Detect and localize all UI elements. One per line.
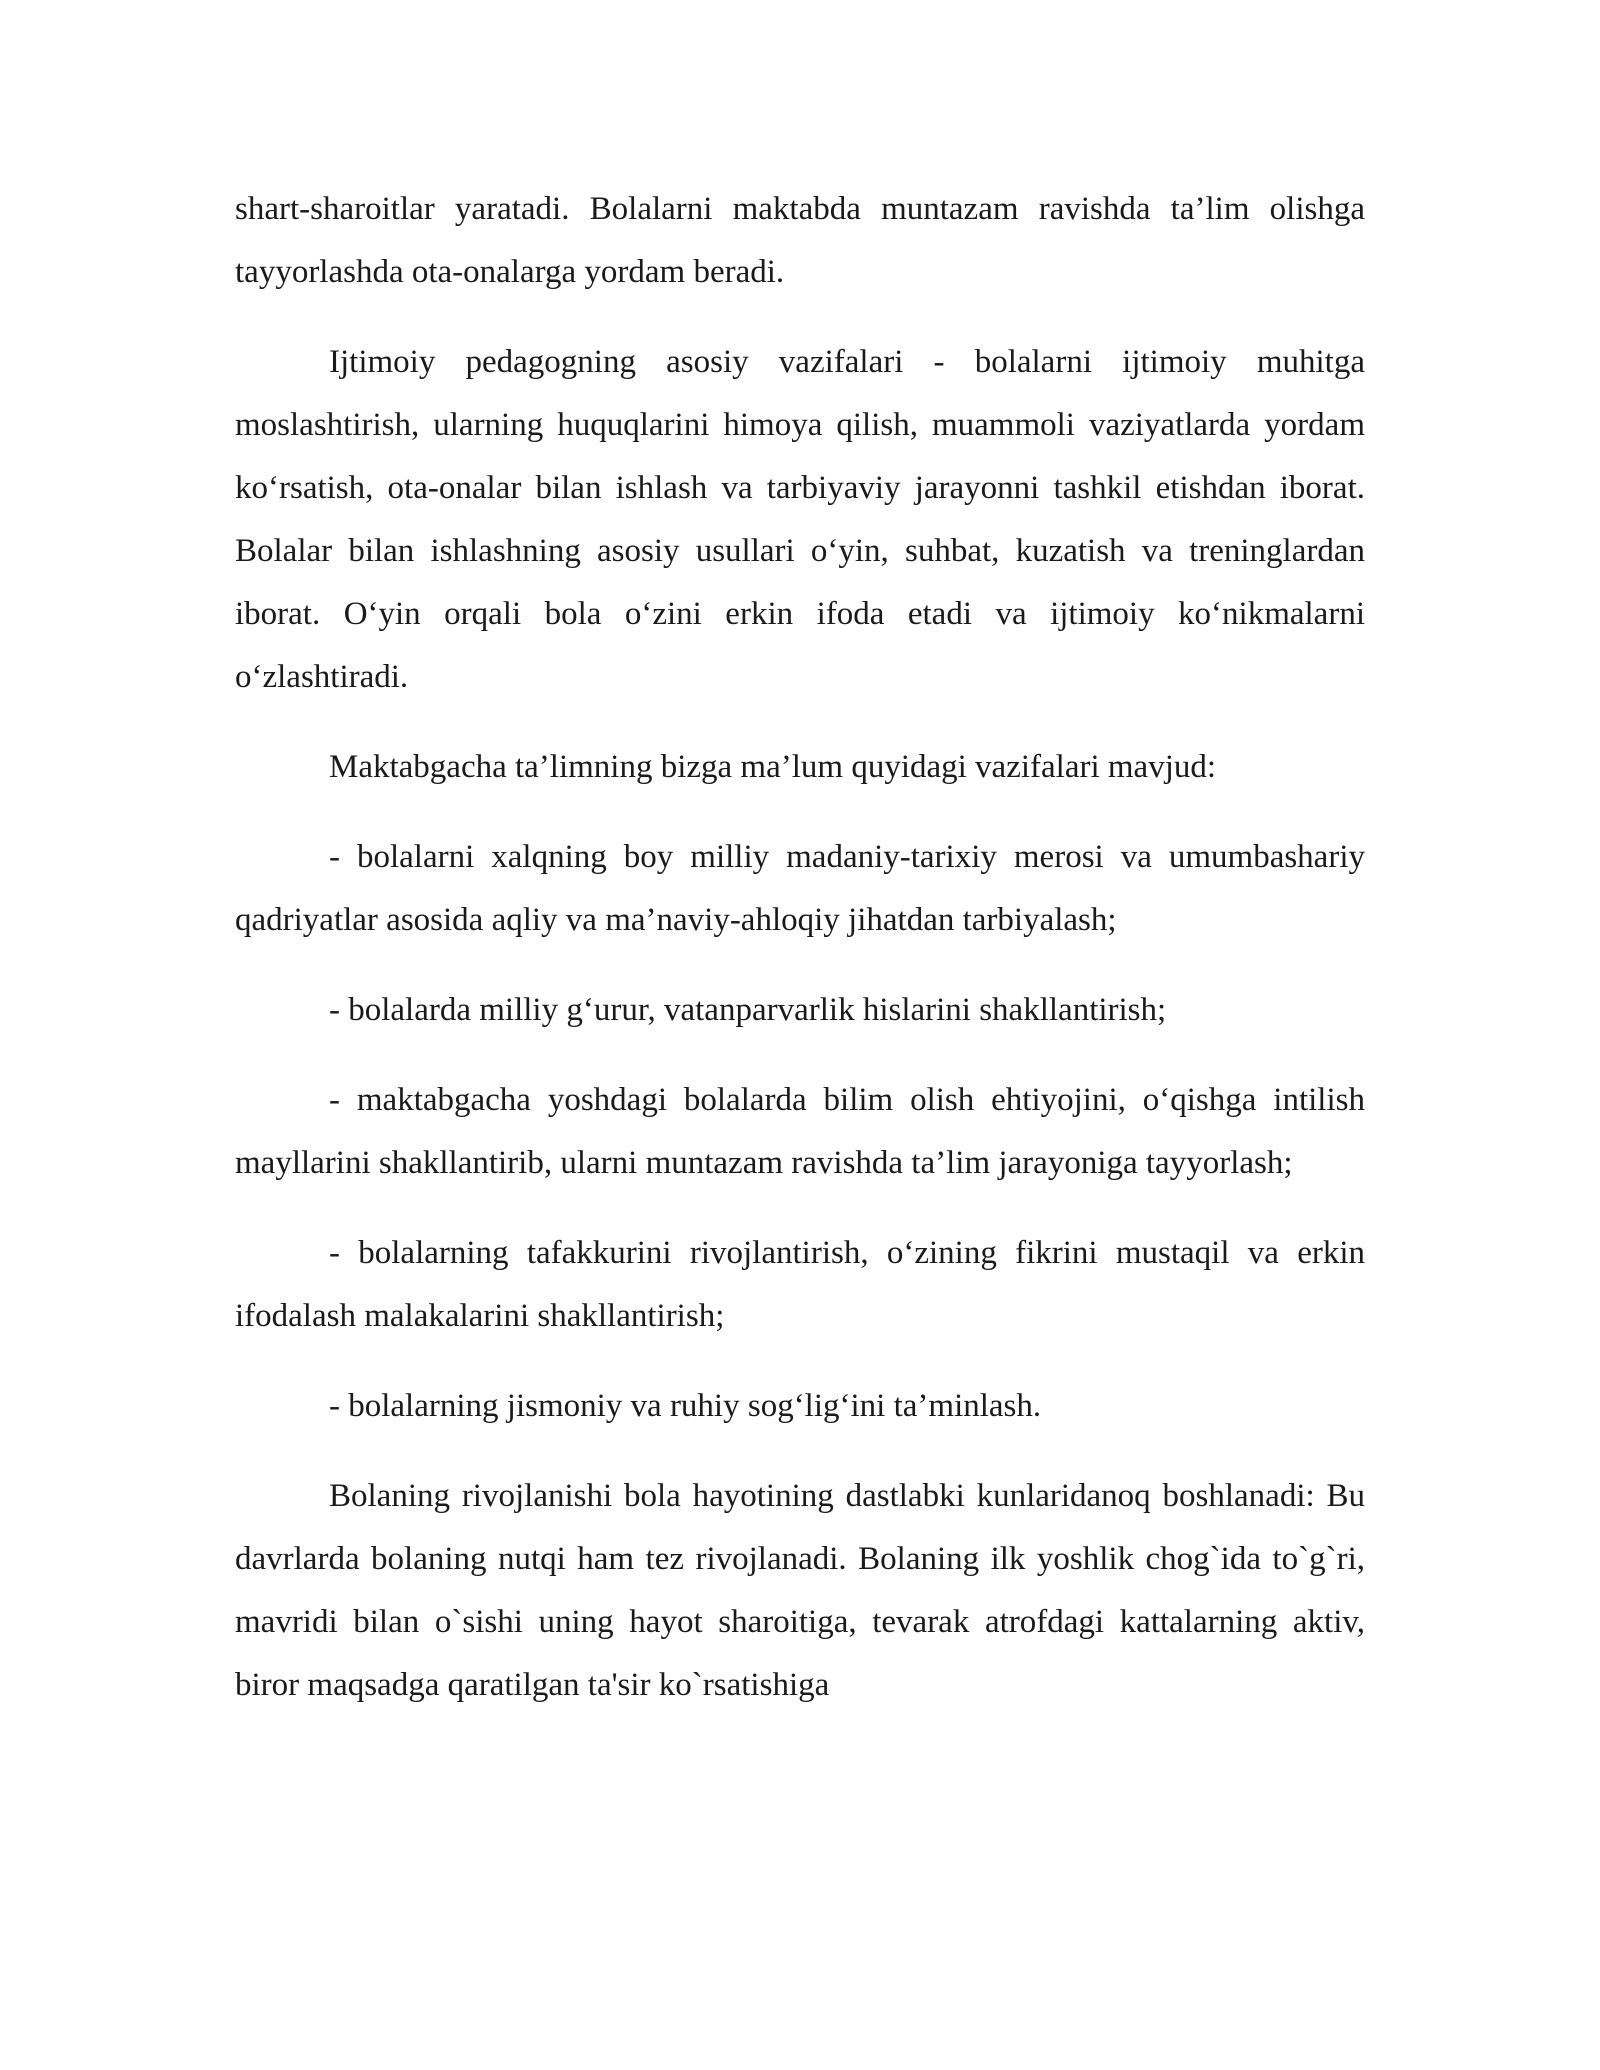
list-item-health: - bolalarning jismoniy va ruhiy sog‘lig‘ini ta’minlash.: [329, 1388, 1042, 1424]
document-page: [235, 178, 1365, 1744]
paragraph-continuation: shart-sharoitlar yaratadi. Bolalarni maktabda muntazam ravishda ta’lim olishga tayyorlashda ota-onalarga yordam beradi.: [235, 191, 1365, 290]
paragraph-social-pedagogue-tasks: Ijtimoiy pedagogning asosiy vazifalari - bolalarni ijtimoiy muhitga moslashtirish, ularning huquqlarini himoya qilish, muammoli vaziyatlarda yordam ko‘rsatish, ota-onalar bilan ishlash va tarbiyaviy jarayonni tashkil etishdan iborat. Bolalar bilan ishlashning asosiy usullari o‘yin, suhbat, kuzatish va treninglardan iborat. O‘yin orqali bola o‘zini erkin ifoda etadi va ijtimoiy ko‘nikmalarni o‘zlashtiradi.: [235, 344, 1365, 695]
list-item-school-readiness: - maktabgacha yoshdagi bolalarda bilim olish ehtiyojini, o‘qishga intilish mayllarini shakllantirib, ularni muntazam ravishda ta’lim jarayoniga tayyorlash;: [235, 1082, 1365, 1181]
paragraph-preschool-tasks-intro: Maktabgacha ta’limning bizga ma’lum quyidagi vazifalari mavjud:: [329, 749, 1217, 785]
list-item-thinking-development: - bolalarning tafakkurini rivojlantirish, o‘zining fikrini mustaqil va erkin ifodalash malakalarini shakllantirish;: [235, 1235, 1365, 1334]
list-item-national-pride: - bolalarda milliy g‘urur, vatanparvarlik hislarini shakllantirish;: [329, 992, 1167, 1028]
paragraph-child-development: Bolaning rivojlanishi bola hayotining dastlabki kunlaridanoq boshlanadi: Bu davrlarda bolaning nutqi ham tez rivojlanadi. Bolaning ilk yoshlik chog`ida to`g`ri, mavridi bilan o`sishi uning hayot sharoitiga, tevarak atrofdagi kattalarning aktiv, biror maqsadga qaratilgan ta'sir ko`rsatishiga: [235, 1478, 1365, 1703]
list-item-upbringing: - bolalarni xalqning boy milliy madaniy-tarixiy merosi va umumbashariy qadriyatlar asosida aqliy va ma’naviy-ahloqiy jihatdan tarbiyalash;: [235, 839, 1365, 938]
